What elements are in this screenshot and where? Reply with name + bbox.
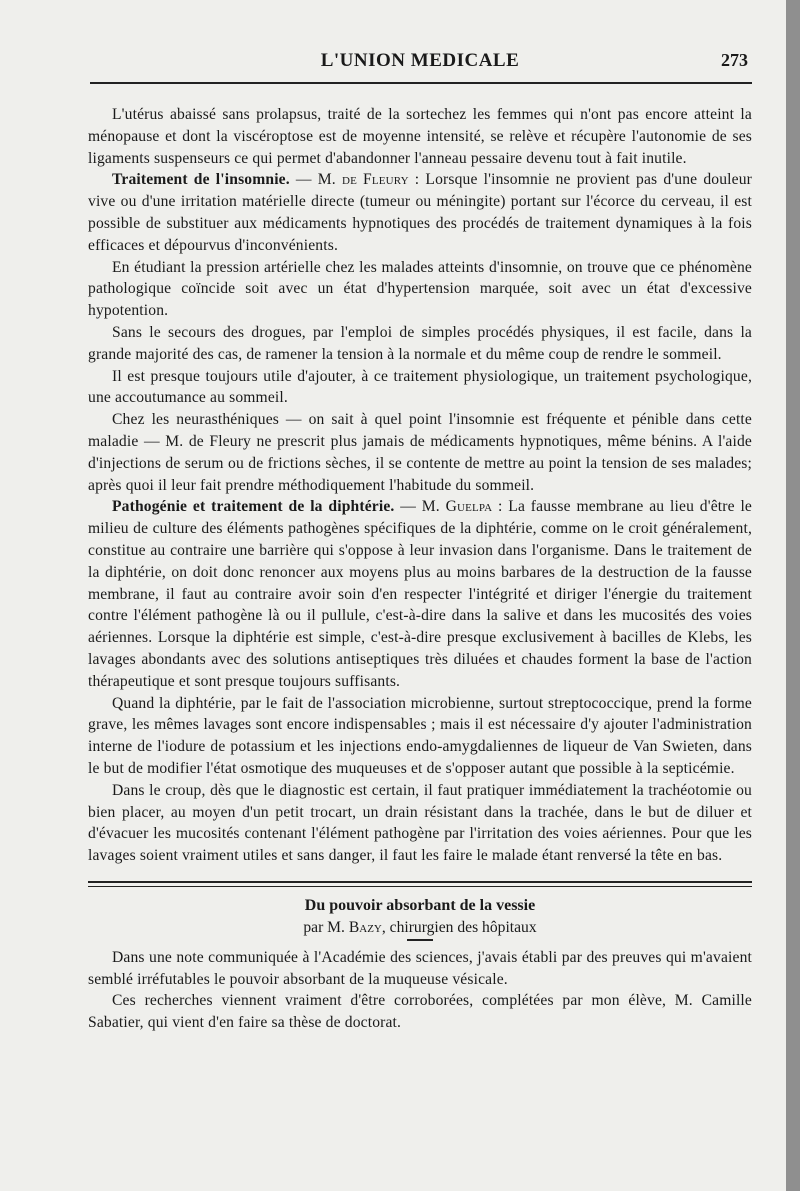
- paragraph-pressure: En étudiant la pression artérielle chez les malades atteints d'insomnie, on trouve que ce phénomène pathologique coïncide soit avec un état d'hypertension marquée, soit avec un état d'excessive hypotention.: [88, 258, 752, 320]
- header-rule: [90, 82, 752, 84]
- paragraph-insomnia-intro: Traitement de l'insomnie. — M. de Fleury : Lorsque l'insomnie ne provient pas d'une douleur vive ou d'une irritation matérielle directe (tumeur ou méningite) portant sur l'écorce du cerveau, il est possible de substituer aux médicaments hypnotiques des procédés de traitement dynamiques à la fois efficaces et dépourvus d'inconvénients.: [88, 171, 753, 254]
- paragraph-neurasthenics: Chez les neurasthéniques — on sait à quel point l'insomnie est fréquente et pénible dans cette maladie — M. de Fleury ne prescrit plus jamais de médicaments hypnotiques, même bénins. A l'aide d'injections de serum ou de frictions sèches, il se contente de mettre au point la tension de ses malades; après quoi il leur fait prendre méthodiquement l'habitude du sommeil.: [88, 411, 752, 494]
- section-title-insomnia: Traitement de l'insomnie.: [112, 171, 290, 189]
- body-text: [88, 104, 752, 867]
- article-paragraph-1: Dans une note communiquée à l'Académie des sciences, j'avais établi par des preuves qui m'avaient semblé irréfutables le pouvoir absorbant de la muqueuse vésicale.: [88, 948, 752, 988]
- paragraph-croup: Dans le croup, dès que le diagnostic est certain, il faut pratiquer immédiatement la trachéotomie ou bien placer, au moyen d'un petit trocart, un drain résistant dans la trachée, dans le but de diluer et d'évacuer les mucosités contenant l'élément pathogène par l'irritation des voies aériennes. Pour que les lavages soient vraiment utiles et sans danger, il faut les faire le malade étant renversé la tête en bas.: [88, 781, 752, 865]
- running-title: L'UNION MEDICALE: [320, 50, 520, 71]
- paragraph-diphtheria-intro: Pathogénie et traitement de la diphtérie. — M. Guelpa : La fausse membrane au lieu d'être le milieu de culture des éléments pathogènes spécifiques de la diphtérie, comme on le croit généralement, constitue au contraire une barrière qui s'oppose à leur invasion dans l'organisme. Dans le traitement de la diphtérie, on doit donc renoncer aux moyens plus au moins barbares de la destruction de la fausse membrane, il faut au contraire avoir soin d'en respecter l'intégrité et diriger l'énergie du traitement contre l'élément pathogène là ou il pullule, c'est-à-dire dans la salive et dans les mucosités des voies aériennes. Lorsque la diphtérie est simple, c'est-à-dire presque exclusivement à bacilles de Klebs, les lavages abondants avec des solutions antiseptiques très diluées et chaudes forment la base de l'action thérapeutique et sont presque toujours suffisants.: [88, 498, 753, 690]
- article-title: Du pouvoir absorbant de la vessie: [304, 896, 536, 914]
- article-byline: par M. Bazy, chirurgien des hôpitaux: [303, 918, 537, 936]
- paragraph-uterus: L'utérus abaissé sans prolapsus, traité de la sortechez les femmes qui n'ont pas encore atteint la ménopause et dont la viscéroptose est de moyenne intensité, se relève et récupère l'autonomie de ses ligaments suspenseurs ce qui permet d'abandonner l'anneau pessaire devenu tout à fait inutile.: [88, 106, 752, 167]
- section-title-diphtheria: Pathogénie et traitement de la diphtérie.: [112, 498, 395, 516]
- byline-rule: [407, 939, 433, 941]
- author-de-fleury: de Fleury: [341, 171, 409, 189]
- paragraph-drugs: Sans le secours des drogues, par l'emploi de simples procédés physiques, il est facile, dans la grande majorité des cas, de ramener la tension à la normale et du même coup de rendre le sommeil.: [88, 323, 752, 363]
- page-header: [88, 0, 752, 82]
- article-separator: [88, 881, 752, 887]
- article-paragraph-2: Ces recherches viennent vraiment d'être corroborées, complétées par mon élève, M. Camille Sabatier, qui vient d'en faire sa thèse de doctorat.: [88, 992, 752, 1032]
- author-guelpa: Guelpa: [445, 498, 493, 516]
- author-bazy: Bazy: [348, 918, 382, 936]
- page-number: 273: [721, 50, 748, 70]
- paragraph-diphtheria-grave: Quand la diphtérie, par le fait de l'association microbienne, surtout streptococcique, prend la forme grave, les mêmes lavages sont encore indispensables ; mais il est nécessaire d'y ajouter l'administration interne de l'iodure de potassium et les injections endo-amygdaliennes de liqueur de Van Swieten, dans le but de modifier l'état osmotique des muqueuses et de s'opposer autant que possible à la septicémie.: [88, 694, 752, 777]
- paragraph-psychological: Il est presque toujours utile d'ajouter, à ce traitement physiologique, un traitement psychologique, une accoutumance au sommeil.: [88, 367, 752, 407]
